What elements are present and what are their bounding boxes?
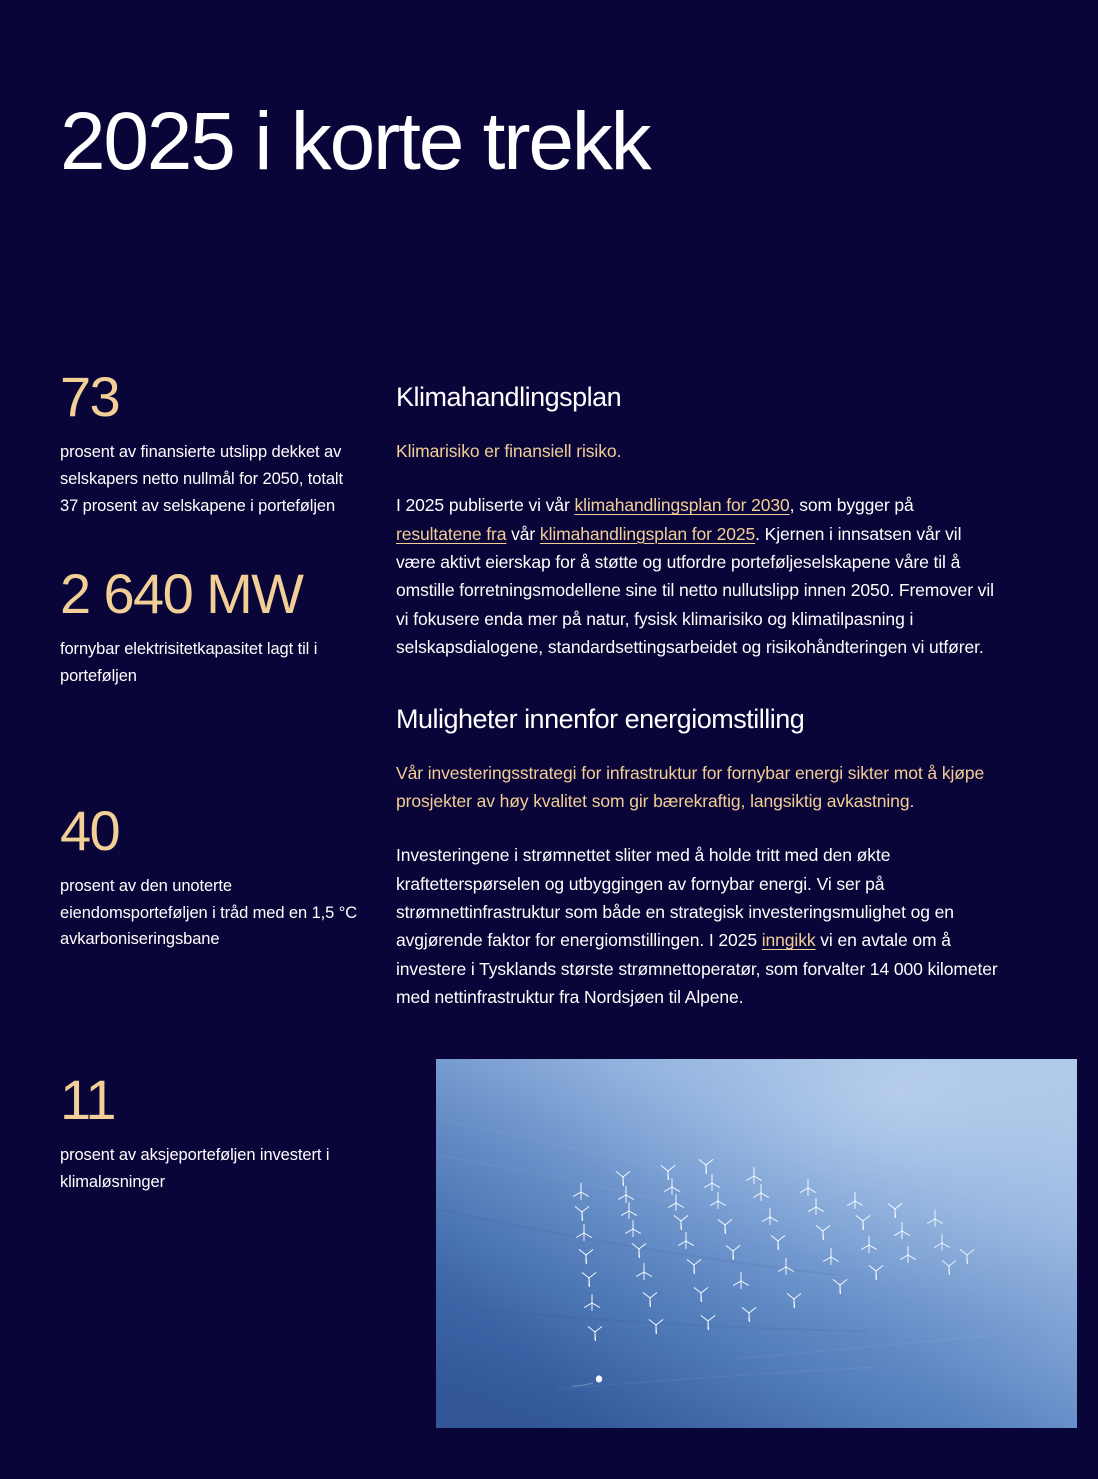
stat-value: 73 [60,365,120,428]
stat-card [60,1068,360,1196]
paragraph-text-run: , som bygger på [789,495,914,516]
section-paragraph-klimahandlingsplan [396,491,1000,661]
paragraph-text-run: . Kjernen i innsatsen vår vil være aktivt eierskap for å støtte og utfordre porteføljeselskapene våre til å omstille forretningsmodellene sine til netto nullutslipp innen 2050. Fremover vil vi fokusere enda mer på natur, fysisk klimarisiko og klimatilpasning i selskapsdialogene, standardsettingsarbeidet og risikohåndteringen vi utfører. [396,523,994,658]
page-title: 2025 i korte trekk [60,95,650,187]
section-paragraph-energiomstilling [396,841,1000,1011]
link-inngikk[interactable]: inngikk [761,930,816,951]
stat-description: fornybar elektrisitetkapasitet lagt til i porteføljen [60,640,318,686]
offshore-wind-farm-aerial-photo [436,1059,1077,1428]
stat-value: 2 640 MW [60,562,303,626]
stat-card [60,365,360,519]
link-klimahandlingsplan-2030[interactable]: klimahandlingsplan for 2030 [574,495,790,516]
stat-description: prosent av den unoterte eiendomsporteføljen i tråd med en 1,5 °C avkarboniseringsbane [60,876,358,949]
article-body [396,380,1000,1011]
stat-description: prosent av aksjeporteføljen investert i klimaløsninger [60,1146,330,1191]
stat-description: prosent av finansierte utslipp dekket av selskapers netto nullmål for 2050, totalt 37 prosent av selskapene i porteføljen [60,443,343,515]
paragraph-text-run: I 2025 publiserte vi vår [396,495,575,516]
paragraph-text-run: vår [506,523,540,544]
link-resultatene-fra[interactable]: resultatene fra [396,523,507,544]
stat-value: 40 [60,798,120,862]
section-heading-klimahandlingsplan: Klimahandlingsplan [396,382,622,412]
link-klimahandlingsplan-2025[interactable]: klimahandlingsplan for 2025 [539,523,756,544]
key-figures-list [60,365,360,1236]
paragraph-text-run: Investeringene i strømnettet sliter med å holde tritt med den økte kraftetterspørselen og utbyggingen av fornybar energi. Vi ser på strømnettinfrastruktur som både en strategisk investeringsmulighet og en avgjørende faktor for energiomstillingen. I 2025 [396,845,954,951]
paragraph-text-run: vi en avtale om å investere i Tysklands største strømnettoperatør, som forvalter 14 000 kilometer med nettinfrastruktur fra Nordsjøen til Alpene. [396,930,998,1007]
section-lead-klimahandlingsplan: Klimarisiko er finansiell risiko. [396,441,622,462]
stat-card [60,798,360,953]
section-heading-energiomstilling: Muligheter innenfor energiomstilling [396,703,805,734]
section-lead-energiomstilling: Vår investeringsstrategi for infrastruktur for fornybar energi sikter mot å kjøpe prosjekter av høy kvalitet som gir bærekraftig, langsiktig avkastning. [396,762,985,811]
stat-value: 11 [60,1068,115,1132]
stat-card [60,562,360,690]
